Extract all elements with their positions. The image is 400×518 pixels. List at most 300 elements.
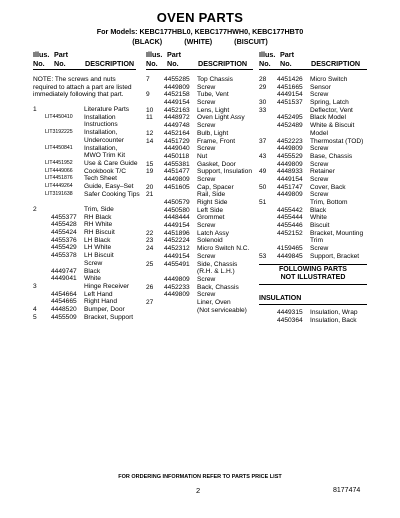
illustration-number: 51 — [259, 199, 267, 206]
part-description: Bulb, Light — [197, 129, 229, 137]
models-line: For Models: KEBC177HBL0, KEBC177HWH0, KEBC177HBT0 — [96, 27, 304, 36]
document-number: 8177474 — [333, 487, 361, 494]
part-description: Installation, — [84, 129, 118, 137]
illustration-number: 49 — [259, 168, 267, 176]
part-number: 4451537 — [277, 99, 303, 107]
no-label: No. — [54, 58, 66, 68]
illustration-number: 11 — [146, 114, 153, 122]
part-row — [259, 107, 367, 115]
part-description: Oven Light Assy — [197, 114, 245, 122]
part-row — [259, 138, 367, 146]
illustration-number: 1 — [33, 106, 37, 114]
note-text: NOTE: The screws and nuts required to attach a part are listed immediately following that part. — [33, 76, 132, 99]
part-description: Screw — [310, 91, 329, 99]
illustration-number: 26 — [146, 283, 154, 291]
part-description: Back, Chassis — [197, 283, 239, 291]
part-row — [146, 168, 253, 176]
part-description: Screw — [197, 175, 216, 183]
part-description: Black — [84, 267, 101, 275]
part-description: Right Side — [197, 199, 228, 206]
part-row — [146, 130, 253, 138]
part-number: 4448972 — [164, 114, 190, 122]
part-row — [146, 191, 253, 199]
parts-column-1 — [33, 50, 140, 321]
part-row — [33, 160, 136, 168]
part-row — [33, 291, 136, 299]
part-number: 4455285 — [164, 76, 190, 83]
part-description: Gasket, Door — [197, 160, 236, 168]
part-number: 4455509 — [51, 313, 77, 321]
part-number: 4449809 — [277, 191, 303, 199]
part-description: Support, Insulation — [197, 168, 252, 176]
part-description: MWO Trim Kit — [84, 152, 126, 160]
part-description: White — [84, 275, 101, 283]
part-row — [33, 206, 136, 214]
part-number: 4455376 — [51, 236, 77, 244]
part-description: Left Side — [197, 206, 224, 214]
part-row — [146, 184, 253, 192]
part-row — [146, 176, 253, 184]
part-number: 4449747 — [51, 267, 77, 275]
part-row — [33, 121, 136, 129]
part-number: 4448933 — [277, 168, 303, 176]
part-row — [259, 84, 367, 92]
part-description: White — [310, 214, 327, 222]
part-row — [146, 114, 253, 122]
part-number: 4452312 — [164, 245, 190, 253]
part-row — [259, 230, 367, 238]
part-row — [146, 237, 253, 245]
illustration-number: 27 — [146, 298, 154, 306]
part-row — [146, 161, 253, 169]
part-row — [33, 260, 136, 268]
part-description: Micro Switch — [310, 76, 348, 83]
part-description: Bracket, Support — [84, 313, 134, 321]
not-illustrated-line2: NOT ILLUSTRATED — [280, 274, 346, 281]
part-description: Trim, Bottom — [310, 199, 348, 206]
part-number: LIT4451952 — [45, 159, 73, 166]
part-label: Part — [54, 50, 68, 59]
part-description: Nut — [197, 152, 208, 160]
part-row — [33, 183, 136, 191]
part-description: Screw — [310, 160, 329, 168]
part-description: Bumper, Door — [84, 305, 125, 313]
part-number: 4455442 — [277, 206, 303, 214]
illustration-number: 24 — [146, 245, 154, 253]
part-description: Bracket, Mounting — [310, 229, 364, 237]
part-description: Base, Chassis — [310, 152, 353, 160]
part-description: Insulation, Back — [310, 316, 357, 324]
part-description: Tube, Vent — [197, 91, 229, 99]
part-number: 4451747 — [277, 183, 303, 191]
part-number: 4450579 — [164, 199, 190, 206]
part-description: Screw — [197, 99, 216, 107]
part-label: Part — [167, 50, 181, 59]
part-row — [259, 317, 367, 325]
part-number: 4454664 — [51, 290, 77, 298]
illustration-number: 7 — [146, 76, 150, 83]
part-description: Rail, Side — [197, 191, 226, 199]
part-description: Spring, Latch — [310, 99, 349, 107]
part-number: 4449154 — [164, 222, 190, 230]
illustration-number: 50 — [259, 183, 267, 191]
illustration-number: 43 — [259, 152, 267, 160]
part-row — [146, 230, 253, 238]
part-description: LH White — [84, 244, 112, 252]
part-number: 4449041 — [51, 275, 77, 283]
part-number: LIT4451876 — [45, 175, 73, 182]
part-description: Latch Assy — [197, 229, 229, 237]
parts-list-2 — [146, 76, 253, 314]
part-description: Liner, Oven — [197, 298, 231, 306]
illustration-number: 15 — [146, 160, 154, 168]
part-description: Screw — [310, 245, 329, 253]
illustration-number: 23 — [146, 237, 154, 245]
part-row — [259, 191, 367, 199]
part-number: 4455424 — [51, 229, 77, 237]
color-black: (BLACK) — [132, 37, 163, 46]
part-number: 4455377 — [51, 213, 77, 221]
insulation-list — [259, 309, 367, 324]
part-description: Screw — [197, 291, 216, 299]
illus-label: Illus. — [33, 50, 50, 59]
part-row — [33, 237, 136, 245]
part-description: Grommet — [197, 214, 225, 222]
part-row — [146, 138, 253, 146]
illustration-number: 2 — [33, 206, 37, 214]
part-description: RH Black — [84, 213, 112, 221]
part-row — [33, 114, 136, 122]
part-number: 4451729 — [164, 137, 190, 145]
parts-list-3 — [259, 76, 367, 261]
parts-column-3 — [259, 50, 367, 324]
page-title: OVEN PARTS — [156, 10, 244, 25]
part-description: LH Biscuit — [84, 252, 114, 260]
illustration-number: 5 — [33, 313, 37, 321]
part-row — [259, 184, 367, 192]
part-number: 4449809 — [164, 83, 190, 91]
part-row — [259, 222, 367, 230]
part-row — [33, 190, 140, 199]
illustration-number: 9 — [146, 91, 150, 99]
part-number: 4451477 — [164, 168, 190, 176]
illustration-number: 28 — [259, 76, 267, 83]
part-number: 4451426 — [277, 76, 303, 83]
part-number: 4452152 — [277, 229, 303, 237]
part-row — [146, 276, 253, 284]
part-description: Side, Chassis — [197, 260, 238, 268]
part-number: 4451665 — [277, 83, 303, 91]
part-description: Screw — [84, 259, 103, 267]
part-description: Deflector, Vent — [310, 106, 353, 114]
no-label: No. — [280, 58, 292, 68]
part-row — [259, 176, 367, 184]
part-number: 4452158 — [164, 91, 190, 99]
part-description: Black Model — [310, 114, 346, 122]
part-number: 4449154 — [164, 99, 190, 107]
part-description: Sensor — [310, 83, 331, 91]
not-illustrated-heading — [259, 264, 367, 285]
part-row — [33, 152, 136, 160]
part-number: 4454665 — [51, 298, 77, 306]
illustration-number: 12 — [146, 129, 154, 137]
part-number: 4455429 — [51, 244, 77, 252]
part-description: Screw — [310, 145, 329, 153]
part-description: Frame, Front — [197, 137, 236, 145]
part-row — [259, 153, 367, 161]
part-row — [33, 129, 136, 137]
part-description: Cover, Back — [310, 183, 346, 191]
part-number: 4455381 — [164, 160, 190, 168]
part-row — [146, 207, 253, 215]
part-number: 4449809 — [277, 160, 303, 168]
part-description: Screw — [310, 175, 329, 183]
part-description: RH White — [84, 221, 113, 229]
part-row — [146, 107, 253, 115]
part-description: Solenoid — [197, 237, 223, 245]
part-description: Tech Sheet — [84, 175, 117, 183]
part-row — [33, 275, 136, 283]
illustration-number: 30 — [259, 99, 267, 107]
illustration-number: 19 — [146, 168, 154, 176]
illustration-number: 37 — [259, 137, 267, 145]
part-row — [146, 153, 253, 161]
illus-label: Illus. — [259, 50, 276, 59]
part-number: 4450118 — [164, 152, 190, 160]
part-row — [259, 253, 367, 261]
part-description: Cap, Spacer — [197, 183, 234, 191]
part-description: Model — [310, 129, 328, 137]
part-row — [259, 161, 367, 169]
part-description: Screw — [197, 145, 216, 153]
illustration-number: 20 — [146, 183, 154, 191]
part-description: Use & Care Guide — [84, 159, 138, 167]
part-row — [146, 99, 253, 107]
part-description: Support, Bracket — [310, 252, 360, 260]
part-row — [33, 306, 136, 314]
part-description: (Not serviceable) — [197, 306, 247, 314]
part-label: Part — [280, 50, 294, 59]
part-description: Retainer — [310, 168, 335, 176]
part-description: Hinge Receiver — [84, 282, 130, 290]
part-number: 4449154 — [164, 252, 190, 260]
part-number: 4450580 — [164, 206, 190, 214]
part-number: LIT4450410 — [45, 113, 73, 120]
part-row — [259, 145, 367, 153]
part-number: 4449154 — [277, 175, 303, 183]
part-row — [33, 214, 136, 222]
part-row — [146, 291, 253, 299]
part-number: 4450364 — [277, 316, 303, 324]
part-description: Insulation, Wrap — [310, 309, 358, 316]
part-description: Biscuit — [310, 222, 330, 230]
part-number: 4449845 — [277, 252, 303, 260]
part-number: 4449809 — [277, 145, 303, 153]
part-number: 4452163 — [164, 106, 190, 114]
part-number: 4449809 — [164, 291, 190, 299]
part-description: Left Hand — [84, 290, 113, 298]
part-row — [259, 76, 367, 84]
part-row — [146, 76, 253, 84]
part-number: 4452495 — [277, 114, 303, 122]
part-row — [33, 298, 136, 306]
illustration-number: 25 — [146, 260, 154, 268]
part-row — [259, 199, 367, 207]
part-description: Screw — [197, 222, 216, 230]
part-number: 4448444 — [164, 214, 190, 222]
color-white: (WHITE) — [184, 37, 213, 46]
part-number: LIT3191638 — [45, 190, 73, 197]
part-row — [33, 244, 136, 252]
part-number: 4449154 — [277, 91, 303, 99]
part-row — [146, 84, 253, 92]
part-number: LIT3192225 — [45, 129, 73, 136]
part-number: 4455428 — [51, 221, 77, 229]
illustration-number: 53 — [259, 252, 267, 260]
column-header — [146, 50, 253, 70]
part-description: Instructions — [84, 121, 118, 129]
part-number: 4449809 — [164, 275, 190, 283]
part-description: Screw — [197, 275, 216, 283]
part-row — [33, 229, 136, 237]
part-description: Guide, Easy–Set — [84, 182, 134, 190]
part-number: 4452164 — [164, 129, 190, 137]
part-row — [33, 106, 136, 114]
part-number: 4452489 — [277, 122, 303, 130]
color-biscuit: (BISCUIT) — [234, 37, 268, 46]
illustration-number: 14 — [146, 137, 154, 145]
part-row — [146, 253, 253, 261]
part-description: Screw — [197, 122, 216, 130]
part-number: 4449040 — [164, 145, 190, 153]
part-description: Screw — [197, 252, 216, 260]
part-row — [33, 283, 136, 291]
part-number: 4448520 — [51, 305, 77, 313]
part-description: Undercounter — [84, 136, 124, 144]
part-row — [146, 145, 253, 153]
part-row — [259, 130, 367, 138]
part-number: 4455444 — [277, 214, 303, 222]
part-number: 4455529 — [277, 152, 303, 160]
description-label: DESCRIPTION — [311, 58, 361, 68]
part-row — [146, 299, 253, 307]
part-row — [259, 99, 367, 107]
part-row — [33, 137, 136, 145]
part-number: 4452224 — [164, 237, 190, 245]
illustration-number: 10 — [146, 106, 154, 114]
part-number: 4455491 — [164, 260, 190, 268]
no-label: No. — [33, 58, 45, 68]
page-number: 2 — [196, 486, 201, 495]
part-number: 4449809 — [164, 175, 190, 183]
part-description: Installation, — [84, 144, 118, 152]
part-description: White & Biscuit — [310, 122, 355, 130]
part-row — [146, 91, 253, 99]
illustration-number: 3 — [33, 282, 37, 290]
no-label: No. — [167, 58, 179, 68]
colors-line — [0, 37, 400, 46]
part-row — [146, 214, 253, 222]
part-row — [33, 198, 136, 206]
part-row — [146, 261, 253, 269]
part-row — [259, 168, 367, 176]
part-number: 4451605 — [164, 183, 190, 191]
part-description: Cookbook T/C — [84, 167, 127, 175]
part-row — [33, 252, 136, 260]
part-row — [259, 214, 367, 222]
part-description: Safer Cooking Tips — [84, 190, 140, 198]
part-description: Lens, Light — [197, 106, 230, 114]
part-description: Screw — [197, 83, 216, 91]
part-row — [146, 222, 253, 230]
part-description: Trim — [310, 237, 323, 245]
illustration-number: 33 — [259, 106, 267, 114]
part-number: LIT4450841 — [45, 144, 73, 151]
not-illustrated-line1: FOLLOWING PARTS — [279, 265, 347, 273]
part-number: 4451896 — [164, 229, 190, 237]
part-row — [33, 145, 136, 153]
illustration-number: 22 — [146, 229, 154, 237]
no-label: No. — [259, 58, 271, 68]
part-description: Thermostat (TOD) — [310, 137, 364, 145]
illus-label: Illus. — [146, 50, 163, 59]
part-description: Micro Switch N.C. — [197, 245, 250, 253]
column-header — [33, 50, 136, 70]
part-row — [146, 268, 253, 276]
part-number: 4159465 — [277, 245, 303, 253]
part-row — [259, 114, 367, 122]
part-description: Literature Parts — [84, 106, 130, 114]
part-description: Top Chassis — [197, 76, 233, 83]
part-row — [33, 268, 136, 276]
part-row — [259, 237, 367, 245]
part-row — [33, 314, 136, 322]
ordering-info: FOR ORDERING INFORMATION REFER TO PARTS PRICE LIST — [118, 474, 282, 480]
illustration-number: 4 — [33, 305, 37, 313]
part-row — [33, 221, 136, 229]
column-header — [259, 50, 367, 70]
part-row — [259, 207, 367, 215]
part-number: 4449315 — [277, 309, 303, 316]
part-row — [33, 168, 136, 176]
illustration-number: 29 — [259, 83, 267, 91]
part-description: Screw — [310, 191, 329, 199]
parts-list-1 — [33, 106, 140, 321]
description-label: DESCRIPTION — [198, 58, 248, 68]
part-number: 4452233 — [164, 283, 190, 291]
part-description: RH Biscuit — [84, 229, 115, 237]
parts-column-2 — [146, 50, 253, 314]
part-row — [259, 309, 367, 317]
part-number: LIT4449066 — [45, 167, 73, 174]
no-label: No. — [146, 58, 158, 68]
part-row — [259, 91, 367, 99]
part-row — [259, 245, 367, 253]
part-number: LIT4449264 — [45, 182, 73, 189]
part-description: LH Black — [84, 236, 111, 244]
part-description: Right Hand — [84, 298, 117, 306]
part-row — [146, 122, 253, 130]
part-number: 4455446 — [277, 222, 303, 230]
part-description: Trim, Side — [84, 206, 114, 214]
part-number: 4452223 — [277, 137, 303, 145]
insulation-heading: INSULATION — [259, 295, 367, 306]
part-row — [146, 284, 253, 292]
part-number: 4455378 — [51, 252, 77, 260]
part-description: Installation — [84, 113, 116, 121]
part-description: (R.H. & L.H.) — [197, 268, 235, 276]
part-row — [146, 307, 253, 315]
